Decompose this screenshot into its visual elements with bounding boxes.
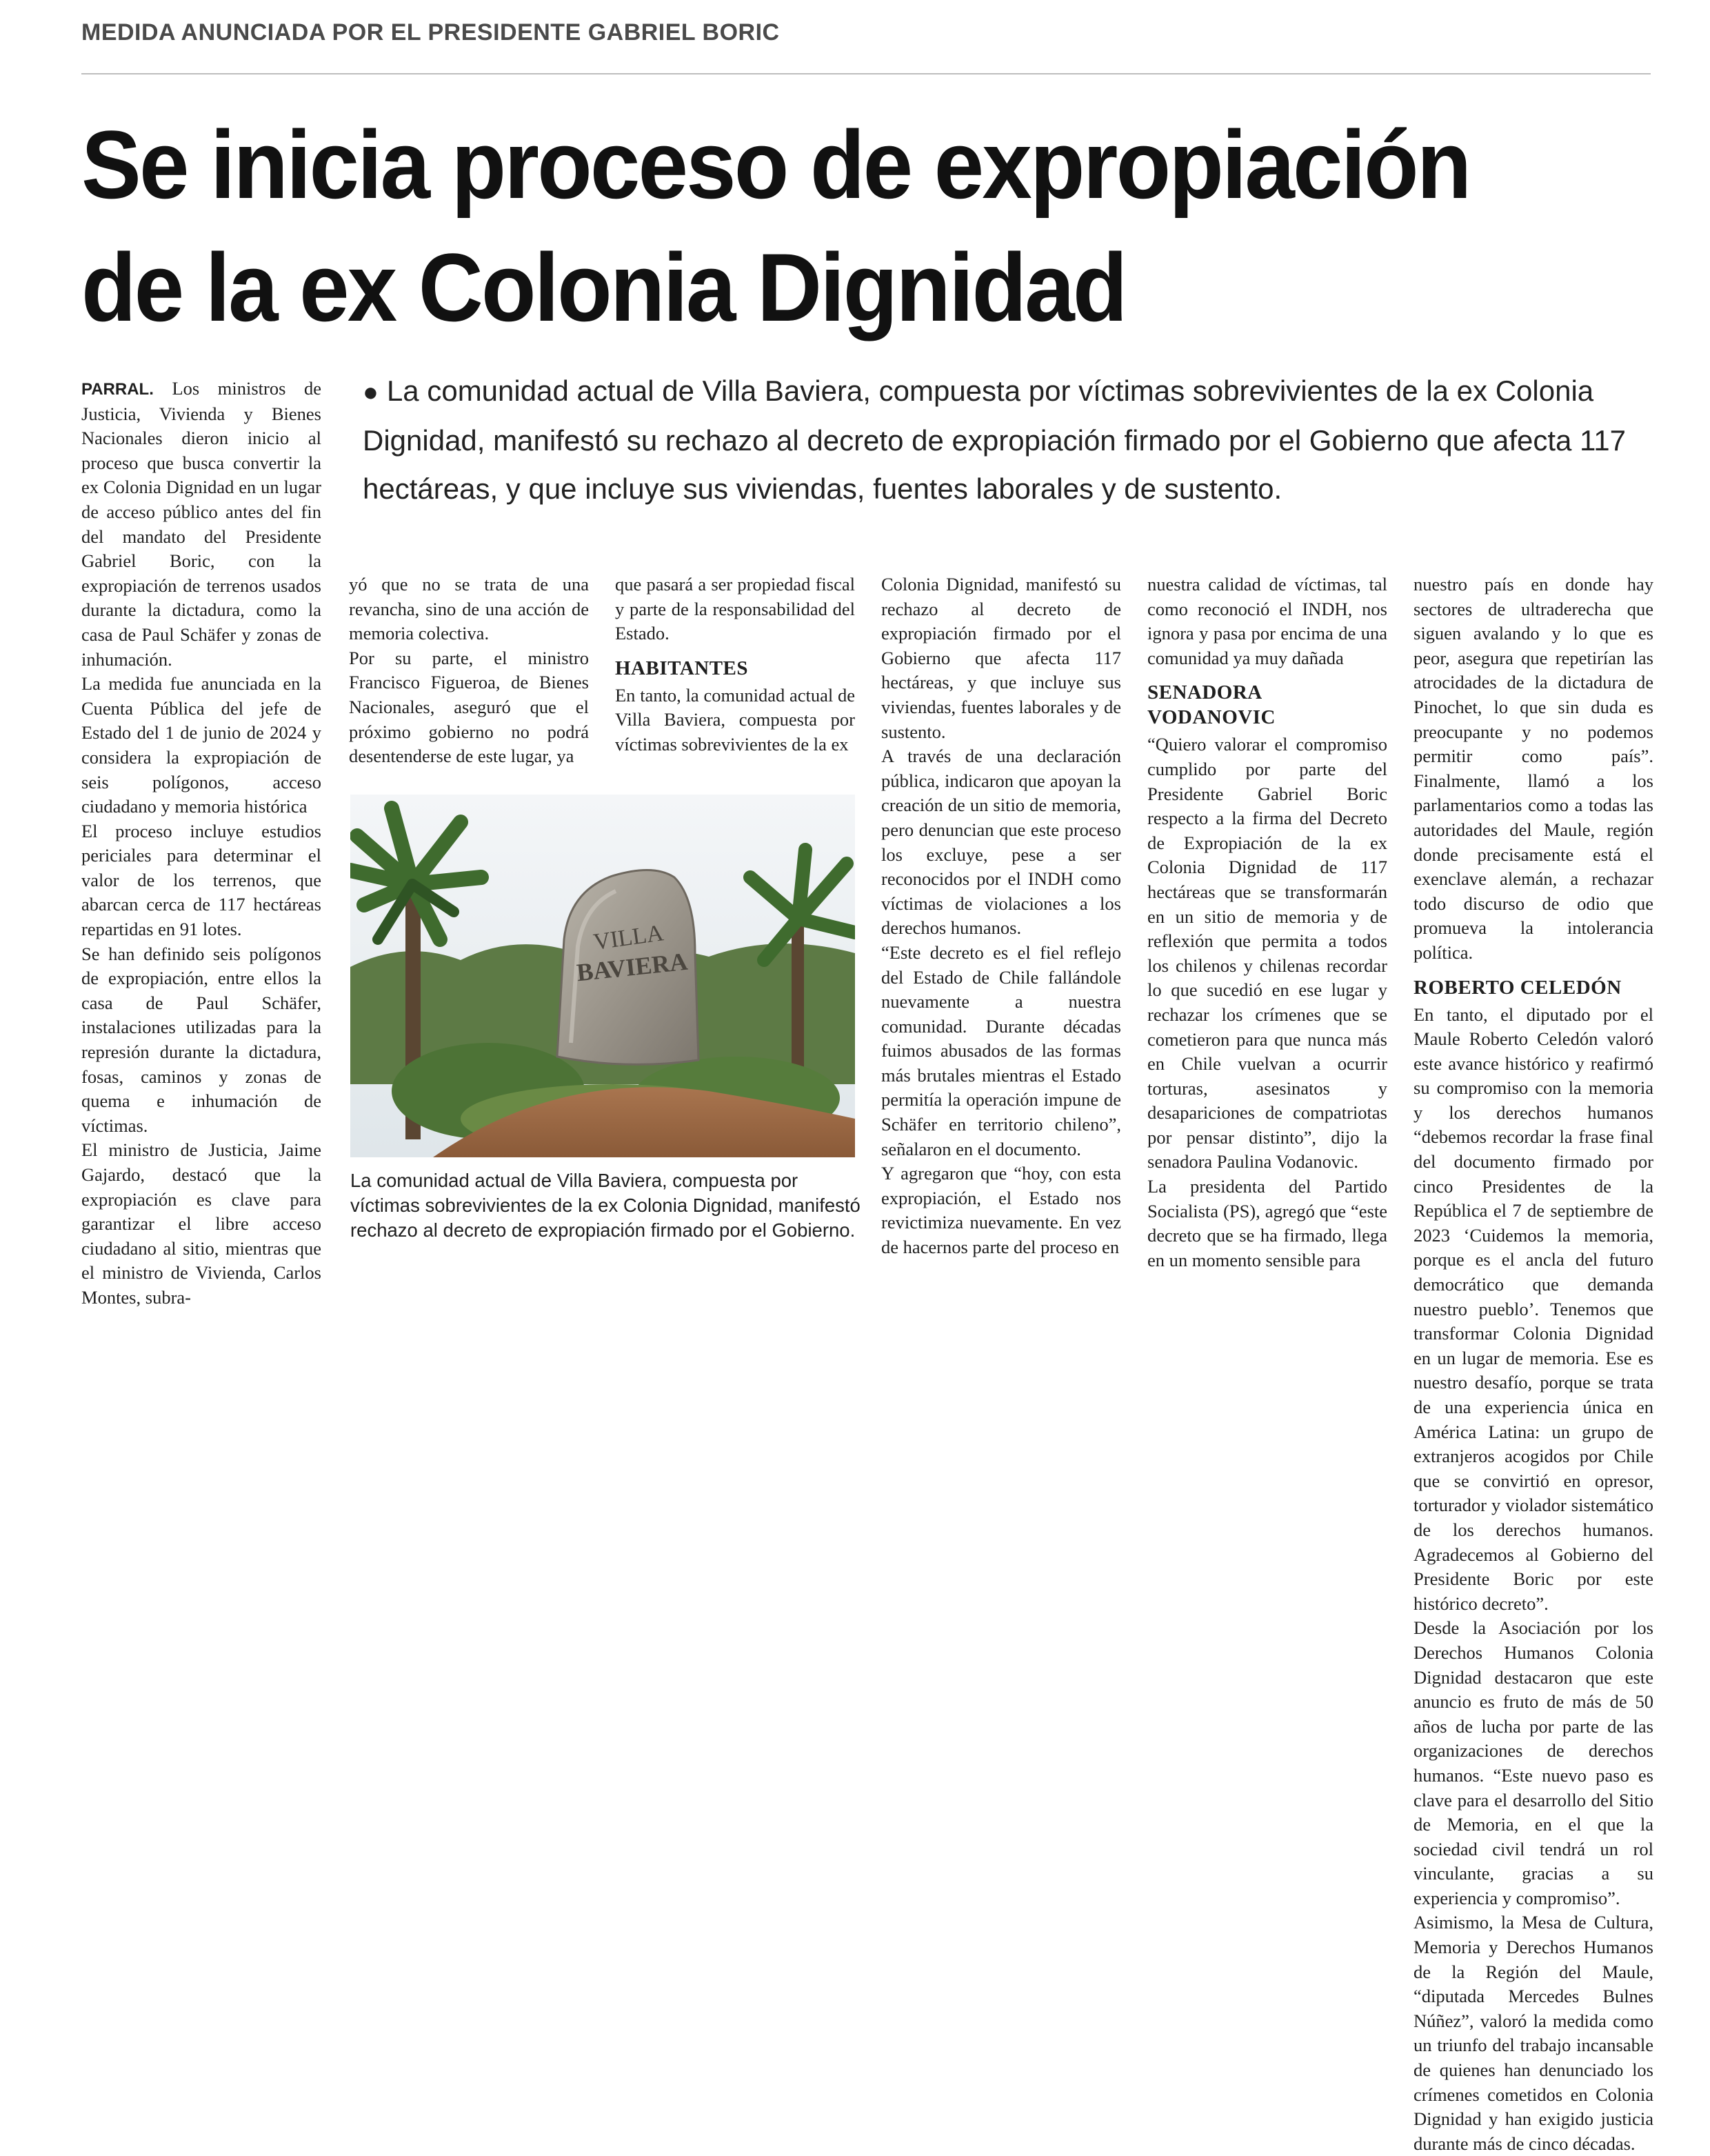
villa-baviera-stone-image — [350, 795, 855, 1157]
article-photo — [350, 795, 855, 1157]
section-heading-habitantes: HABITANTES — [615, 657, 749, 679]
headline-line-1: Se inicia proceso de expropiación — [81, 110, 1470, 219]
paragraph — [81, 377, 321, 672]
paragraph: Se han definido seis polígonos de expropiación, entre ellos la casa de Paul Schäfer, instalaciones utilizadas para la represión durante la dictadura, fosas, caminos y zonas de quema e inhumación de víctimas. — [81, 943, 321, 1136]
paragraph: El ministro de Justicia, Jaime Gajardo, destacó que la expropiación es clave para garantizar el libre acceso ciudadano al sitio, mientras que el ministro de Vivienda, Carlos Montes, subra- — [81, 1139, 321, 1308]
stone-text-villa: VILLA — [592, 920, 665, 956]
section-heading-roberto-celedon: ROBERTO CELEDÓN — [1414, 976, 1622, 999]
paragraph: nuestro país en donde hay sectores de ultraderecha que siguen avalando y lo que es peor, asegura que repetirían las atrocidades de la dictadura de Pinochet, lo que sin duda es preocupante y no podemos permitir como país”. Finalmente, llamó a los parlamentarios como a todas las autoridades del Maule, región donde precisamente está el exenclave alemán, a rechazar todo discurso de odio que promueva la intolerancia política. — [1414, 574, 1653, 963]
bullet-icon: ● — [363, 378, 379, 407]
paragraph: yó que no se trata de una revancha, sino de una acción de memoria colectiva. — [349, 574, 589, 644]
section-heading-senadora-vodanovic: SENADORA VODANOVIC — [1147, 681, 1276, 729]
paragraph: “Quiero valorar el compromiso cumplido por parte del Presidente Gabriel Boric respecto a la firma del Decreto de Expropiación de la ex Colonia Dignidad de 117 hectáreas que se transformarán en un sitio de memoria y de reflexión que permita a todos los chilenos y chilenas recordar lo que sucedió en ese lugar y rechazar los crímenes que se cometieron para que nunca más en Chile vuelvan a ocurrir torturas, asesinatos y desapariciones de compatriotas por pensar distinto”, dijo la senadora Paulina Vodanovic. — [1147, 734, 1387, 1172]
paragraph: Desde la Asociación por los Derechos Humanos Colonia Dignidad destacaron que este anuncio es fruto de más de 50 años de lucha por parte de las organizaciones de derechos humanos. “Este nuevo paso es clave para el desarrollo del Sitio de Memoria, en el que la sociedad civil tendrá un rol vinculante, gracias a su experiencia y compromiso”. — [1414, 1617, 1653, 1908]
column-4 — [881, 572, 1121, 1260]
deck-text: La comunidad actual de Villa Baviera, compuesta por víctimas sobrevivientes de la ex Colonia Dignidad, manifestó su rechazo al decreto de expropiación firmado por el Gobierno que afecta 117 hectáreas, y que incluye sus viviendas, fuentes laborales y de sustento. — [363, 375, 1627, 505]
paragraph: Asimismo, la Mesa de Cultura, Memoria y Derechos Humanos de la Región del Maule, “diputada Mercedes Bulnes Núñez”, valoró la medida como un triunfo del trabajo incansable de quienes han denunciado los crímenes cometidos en Colonia Dignidad y han exigido justicia durante más de cinco décadas. — [1414, 1912, 1653, 2154]
paragraph: Y agregaron que “hoy, con esta expropiación, el Estado nos revictimiza nuevamente. En vez de hacernos parte del proceso en — [881, 1163, 1121, 1258]
column-5 — [1147, 572, 1387, 1272]
paragraph: A través de una declaración pública, indicaron que apoyan la creación de un sitio de memoria, pero denuncian que este proceso los excluye, pese a ser reconocidos por el INDH como víctimas de violaciones a los derechos humanos. — [881, 746, 1121, 939]
headline-line-2: de la ex Colonia Dignidad — [81, 233, 1126, 341]
paragraph: En tanto, la comunidad actual de Villa Baviera, compuesta por víctimas sobrevivientes de la ex — [615, 684, 855, 755]
kicker: MEDIDA ANUNCIADA POR EL PRESIDENTE GABRIEL BORIC — [81, 19, 780, 46]
paragraph: Por su parte, el ministro Francisco Figueroa, de Bienes Nacionales, aseguró que el próximo gobierno no podrá desentenderse de este lugar, ya — [349, 647, 589, 767]
column-3 — [615, 572, 855, 757]
paragraph: Colonia Dignidad, manifestó su rechazo al decreto de expropiación firmado por el Gobierno que afecta 117 hectáreas, y que incluye sus viviendas, fuentes laborales y de sustento. — [881, 574, 1121, 742]
column-2 — [349, 572, 589, 769]
paragraph: que pasará a ser propiedad fiscal y parte de la responsabilidad del Estado. — [615, 574, 855, 644]
photo-caption: La comunidad actual de Villa Baviera, compuesta por víctimas sobrevivientes de la ex Colonia Dignidad, manifestó rechazo al decreto de expropiación firmado por el Gobierno. — [350, 1170, 861, 1241]
headline — [81, 103, 1556, 349]
paragraph: La medida fue anunciada en la Cuenta Pública del jefe de Estado del 1 de junio de 2024 y considera la expropiación de seis polígonos, acceso ciudadano y memoria histórica — [81, 673, 321, 817]
paragraph: “Este decreto es el fiel reflejo del Estado de Chile fallándole nuevamente a nuestra comunidad. Durante décadas fuimos abusados de las formas más brutales mientras el Estado permitía la operación impune de Schäfer en territorio chileno”, señalaron en el documento. — [881, 941, 1121, 1159]
deck — [363, 367, 1652, 513]
dateline: PARRAL. — [81, 380, 154, 399]
header-divider — [81, 73, 1651, 74]
paragraph: La presidenta del Partido Socialista (PS), agregó que “este decreto que se ha firmado, llega en un momento sensible para — [1147, 1176, 1387, 1270]
paragraph: En tanto, el diputado por el Maule Roberto Celedón valoró este avance histórico y reafirmó su compromiso con la memoria y los derechos humanos “debemos recordar la frase final del documento firmado por cinco Presidentes de la República el 7 de septiembre de 2023 ‘Cuidemos la memoria, porque es el ancla del futuro democrático que demanda nuestro pueblo’. Tenemos que transformar Colonia Dignidad en un lugar de memoria. Ese es nuestro desafío, porque se trata de una experiencia única en América Latina: un grupo de extranjeros acogidos por Chile que se convirtió en opresor, torturador y violador sistemático de los derechos humanos. Agradecemos al Gobierno del Presidente Boric por este histórico decreto”. — [1414, 1004, 1653, 1614]
paragraph: El proceso incluye estudios periciales para determinar el valor de los terrenos, que abarcan cerca de 117 hectáreas repartidas en 91 lotes. — [81, 820, 321, 940]
stone-text-baviera: BAVIERA — [575, 947, 690, 987]
paragraph: nuestra calidad de víctimas, tal como reconoció el INDH, nos ignora y pasa por encima de una comunidad ya muy dañada — [1147, 574, 1387, 668]
paragraph-text: Los ministros de Justicia, Vivienda y Bienes Nacionales dieron inicio al proceso que busca convertir la ex Colonia Dignidad en un lugar de acceso público antes del fin del mandato del Presidente Gabriel Boric, con la expropiación de terrenos usados durante la dictadura, como la casa de Paul Schäfer y zonas de inhumación. — [81, 378, 321, 670]
column-1 — [81, 377, 321, 1310]
column-6 — [1414, 572, 1653, 2156]
